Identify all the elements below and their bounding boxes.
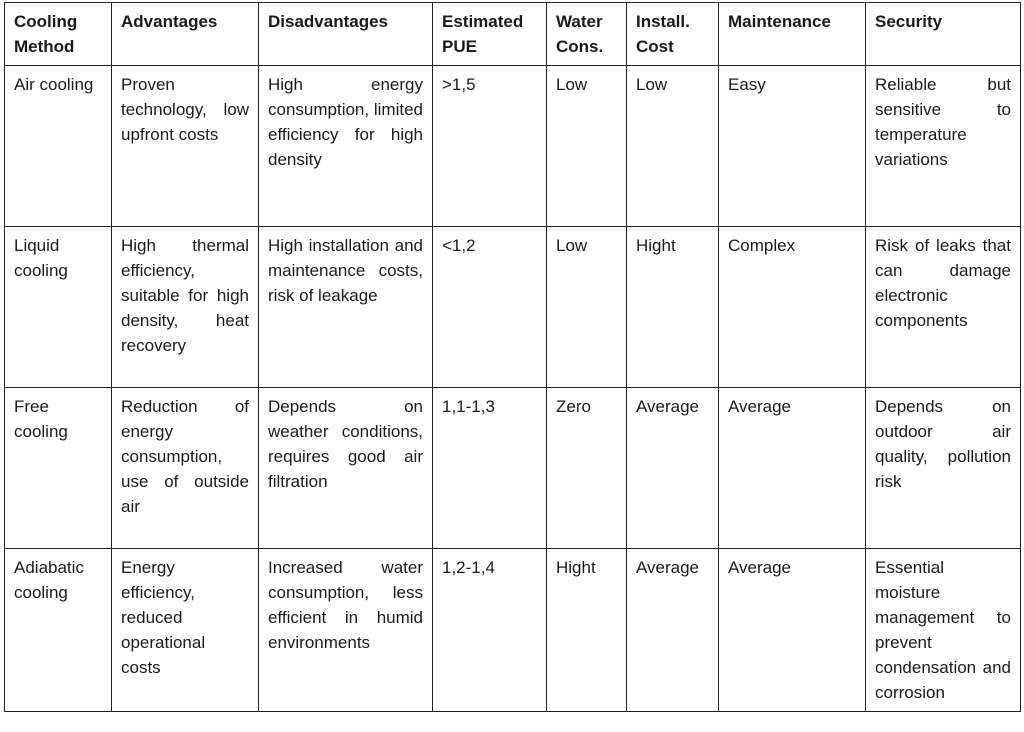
- header-cooling-method: Cooling Method: [5, 3, 112, 66]
- cell-water: Low: [547, 227, 627, 388]
- cell-disadvantages: High installation and maintenance costs, risk of leakage: [259, 227, 433, 388]
- table-row: [5, 388, 1021, 549]
- cell-advantages: Reduction of energy consumption, use of outside air: [112, 388, 259, 549]
- header-security: Security: [866, 3, 1021, 66]
- cell-security: Depends on outdoor air quality, pollution risk: [866, 388, 1021, 549]
- cell-advantages: Proven technology, low upfront costs: [112, 66, 259, 227]
- cell-advantages: High thermal efficiency, suitable for high density, heat recovery: [112, 227, 259, 388]
- cell-disadvantages: Increased water consumption, less efficient in humid environments: [259, 549, 433, 712]
- cell-maintenance: Complex: [719, 227, 866, 388]
- header-estimated-pue: Estimated PUE: [433, 3, 547, 66]
- table-header-row: [5, 3, 1021, 66]
- table-row: [5, 66, 1021, 227]
- header-install-cost: Install. Cost: [627, 3, 719, 66]
- cell-cost: Average: [627, 388, 719, 549]
- cell-pue: 1,2-1,4: [433, 549, 547, 712]
- table-row: [5, 549, 1021, 712]
- cell-method: Free cooling: [5, 388, 112, 549]
- cell-disadvantages: High energy consumption, limited efficiency for high density: [259, 66, 433, 227]
- header-water-consumption: Water Cons.: [547, 3, 627, 66]
- table-row: [5, 227, 1021, 388]
- cell-cost: Hight: [627, 227, 719, 388]
- header-advantages: Advantages: [112, 3, 259, 66]
- cell-pue: 1,1-1,3: [433, 388, 547, 549]
- cell-maintenance: Average: [719, 388, 866, 549]
- cell-water: Low: [547, 66, 627, 227]
- cell-pue: <1,2: [433, 227, 547, 388]
- cell-method: Adiabatic cooling: [5, 549, 112, 712]
- cell-pue: >1,5: [433, 66, 547, 227]
- header-disadvantages: Disadvantages: [259, 3, 433, 66]
- cell-maintenance: Easy: [719, 66, 866, 227]
- cell-maintenance: Average: [719, 549, 866, 712]
- cell-security: Reliable but sensitive to temperature variations: [866, 66, 1021, 227]
- cell-water: Zero: [547, 388, 627, 549]
- cell-method: Liquid cooling: [5, 227, 112, 388]
- cell-water: Hight: [547, 549, 627, 712]
- cell-security: Essential moisture management to prevent condensation and corrosion: [866, 549, 1021, 712]
- cell-method: Air cooling: [5, 66, 112, 227]
- cell-cost: Average: [627, 549, 719, 712]
- cell-advantages: Energy efficiency, reduced operational costs: [112, 549, 259, 712]
- cell-cost: Low: [627, 66, 719, 227]
- cooling-methods-table: [4, 2, 1021, 712]
- cell-disadvantages: Depends on weather conditions, requires good air filtration: [259, 388, 433, 549]
- header-maintenance: Maintenance: [719, 3, 866, 66]
- cell-security: Risk of leaks that can damage electronic components: [866, 227, 1021, 388]
